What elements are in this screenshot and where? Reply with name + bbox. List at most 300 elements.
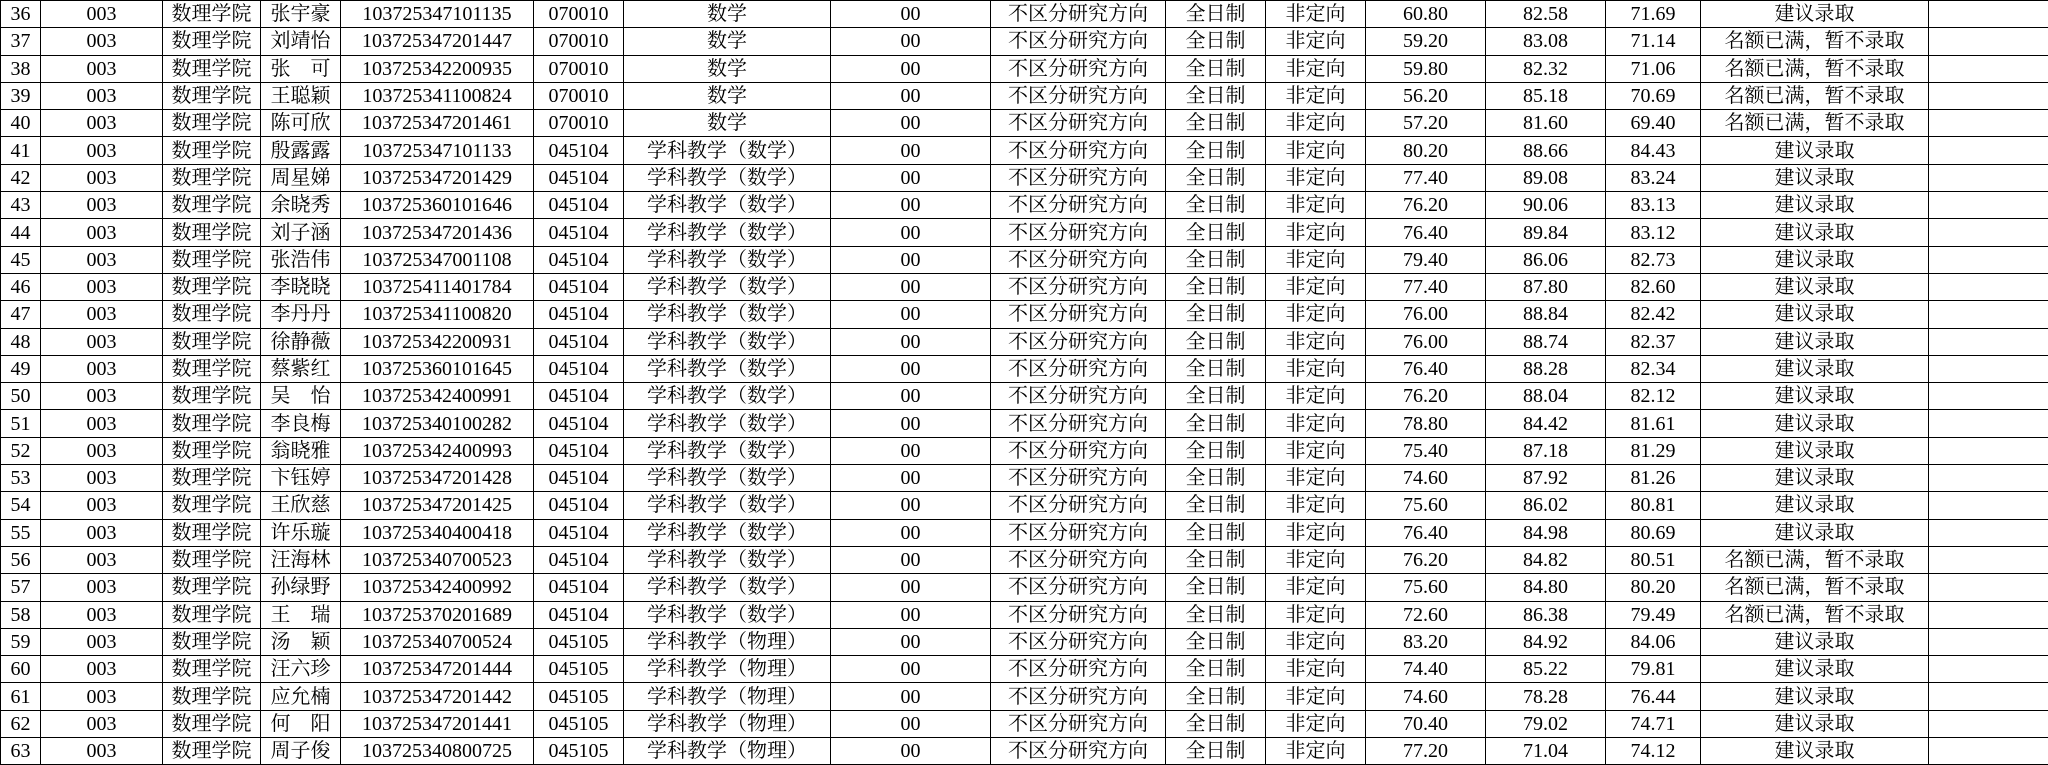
- major-code-cell: 045104: [534, 164, 624, 191]
- empty-cell: [1929, 683, 2048, 710]
- seq-cell: 52: [1, 437, 41, 464]
- major-name-cell: 学科教学（物理）: [624, 628, 831, 655]
- dept-code-cell: 003: [41, 137, 163, 164]
- decision-cell: 建议录取: [1701, 628, 1929, 655]
- seq-cell: 57: [1, 574, 41, 601]
- decision-cell: 建议录取: [1701, 492, 1929, 519]
- study-mode-cell: 全日制: [1166, 328, 1266, 355]
- dept-code-cell: 003: [41, 246, 163, 273]
- dept-code-cell: 003: [41, 355, 163, 382]
- total-score-cell: 74.71: [1606, 710, 1701, 737]
- direction-name-cell: 不区分研究方向: [991, 628, 1166, 655]
- seq-cell: 47: [1, 301, 41, 328]
- study-mode-cell: 全日制: [1166, 110, 1266, 137]
- direction-name-cell: 不区分研究方向: [991, 82, 1166, 109]
- empty-cell: [1929, 574, 2048, 601]
- decision-cell: 建议录取: [1701, 246, 1929, 273]
- dept-name-cell: 数理学院: [163, 28, 261, 55]
- direction-name-cell: 不区分研究方向: [991, 273, 1166, 300]
- major-name-cell: 学科教学（数学）: [624, 519, 831, 546]
- candidate-name-cell: 刘靖怡: [261, 28, 341, 55]
- table-row: [1, 164, 2048, 191]
- empty-cell: [1929, 219, 2048, 246]
- decision-cell: 建议录取: [1701, 465, 1929, 492]
- candidate-name-cell: 王 瑞: [261, 601, 341, 628]
- major-code-cell: 045105: [534, 628, 624, 655]
- major-name-cell: 学科教学（数学）: [624, 546, 831, 573]
- study-mode-cell: 全日制: [1166, 192, 1266, 219]
- dept-name-cell: 数理学院: [163, 656, 261, 683]
- retest-score-cell: 71.04: [1486, 738, 1606, 765]
- decision-cell: 建议录取: [1701, 437, 1929, 464]
- candidate-name-cell: 殷露露: [261, 137, 341, 164]
- total-score-cell: 81.61: [1606, 410, 1701, 437]
- total-score-cell: 71.06: [1606, 55, 1701, 82]
- major-name-cell: 数学: [624, 55, 831, 82]
- major-name-cell: 学科教学（数学）: [624, 383, 831, 410]
- exam-id-cell: 103725347201429: [341, 164, 534, 191]
- major-name-cell: 学科教学（数学）: [624, 137, 831, 164]
- orientation-cell: 非定向: [1266, 437, 1366, 464]
- orientation-cell: 非定向: [1266, 164, 1366, 191]
- dept-name-cell: 数理学院: [163, 601, 261, 628]
- candidate-name-cell: 汪六珍: [261, 656, 341, 683]
- direction-name-cell: 不区分研究方向: [991, 574, 1166, 601]
- study-mode-cell: 全日制: [1166, 492, 1266, 519]
- retest-score-cell: 88.74: [1486, 328, 1606, 355]
- exam-id-cell: 103725347201436: [341, 219, 534, 246]
- decision-cell: 建议录取: [1701, 738, 1929, 765]
- initial-score-cell: 72.60: [1366, 601, 1486, 628]
- direction-name-cell: 不区分研究方向: [991, 137, 1166, 164]
- dept-code-cell: 003: [41, 273, 163, 300]
- initial-score-cell: 76.00: [1366, 328, 1486, 355]
- major-name-cell: 学科教学（物理）: [624, 710, 831, 737]
- candidate-name-cell: 徐静薇: [261, 328, 341, 355]
- exam-id-cell: 103725370201689: [341, 601, 534, 628]
- major-code-cell: 045105: [534, 710, 624, 737]
- initial-score-cell: 70.40: [1366, 710, 1486, 737]
- major-code-cell: 045104: [534, 601, 624, 628]
- study-mode-cell: 全日制: [1166, 574, 1266, 601]
- retest-score-cell: 84.82: [1486, 546, 1606, 573]
- orientation-cell: 非定向: [1266, 519, 1366, 546]
- dept-name-cell: 数理学院: [163, 519, 261, 546]
- empty-cell: [1929, 82, 2048, 109]
- dept-name-cell: 数理学院: [163, 465, 261, 492]
- exam-id-cell: 103725347101135: [341, 1, 534, 28]
- study-mode-cell: 全日制: [1166, 519, 1266, 546]
- seq-cell: 44: [1, 219, 41, 246]
- major-name-cell: 学科教学（数学）: [624, 355, 831, 382]
- exam-id-cell: 103725347201428: [341, 465, 534, 492]
- study-mode-cell: 全日制: [1166, 683, 1266, 710]
- orientation-cell: 非定向: [1266, 301, 1366, 328]
- table-row: [1, 628, 2048, 655]
- orientation-cell: 非定向: [1266, 628, 1366, 655]
- major-code-cell: 070010: [534, 82, 624, 109]
- candidate-name-cell: 陈可欣: [261, 110, 341, 137]
- total-score-cell: 82.42: [1606, 301, 1701, 328]
- direction-name-cell: 不区分研究方向: [991, 55, 1166, 82]
- table-row: [1, 1, 2048, 28]
- exam-id-cell: 103725347201425: [341, 492, 534, 519]
- empty-cell: [1929, 601, 2048, 628]
- dept-name-cell: 数理学院: [163, 437, 261, 464]
- table-row: [1, 219, 2048, 246]
- empty-cell: [1929, 28, 2048, 55]
- major-name-cell: 学科教学（数学）: [624, 273, 831, 300]
- exam-id-cell: 103725342400992: [341, 574, 534, 601]
- direction-name-cell: 不区分研究方向: [991, 383, 1166, 410]
- initial-score-cell: 78.80: [1366, 410, 1486, 437]
- table-row: [1, 710, 2048, 737]
- exam-id-cell: 103725342400993: [341, 437, 534, 464]
- seq-cell: 59: [1, 628, 41, 655]
- orientation-cell: 非定向: [1266, 574, 1366, 601]
- table-row: [1, 465, 2048, 492]
- retest-score-cell: 85.18: [1486, 82, 1606, 109]
- study-mode-cell: 全日制: [1166, 628, 1266, 655]
- seq-cell: 49: [1, 355, 41, 382]
- total-score-cell: 80.51: [1606, 546, 1701, 573]
- table-row: [1, 301, 2048, 328]
- decision-cell: 建议录取: [1701, 355, 1929, 382]
- major-name-cell: 学科教学（数学）: [624, 246, 831, 273]
- dept-code-cell: 003: [41, 383, 163, 410]
- initial-score-cell: 56.20: [1366, 82, 1486, 109]
- empty-cell: [1929, 410, 2048, 437]
- orientation-cell: 非定向: [1266, 710, 1366, 737]
- major-name-cell: 学科教学（数学）: [624, 410, 831, 437]
- study-mode-cell: 全日制: [1166, 246, 1266, 273]
- major-code-cell: 045104: [534, 301, 624, 328]
- study-mode-cell: 全日制: [1166, 301, 1266, 328]
- total-score-cell: 82.34: [1606, 355, 1701, 382]
- seq-cell: 46: [1, 273, 41, 300]
- major-code-cell: 045104: [534, 246, 624, 273]
- candidate-name-cell: 吴 怡: [261, 383, 341, 410]
- dept-code-cell: 003: [41, 546, 163, 573]
- candidate-name-cell: 蔡紫红: [261, 355, 341, 382]
- total-score-cell: 80.20: [1606, 574, 1701, 601]
- seq-cell: 53: [1, 465, 41, 492]
- exam-id-cell: 103725360101645: [341, 355, 534, 382]
- empty-cell: [1929, 465, 2048, 492]
- dept-code-cell: 003: [41, 164, 163, 191]
- total-score-cell: 81.29: [1606, 437, 1701, 464]
- initial-score-cell: 60.80: [1366, 1, 1486, 28]
- major-code-cell: 070010: [534, 110, 624, 137]
- orientation-cell: 非定向: [1266, 601, 1366, 628]
- direction-name-cell: 不区分研究方向: [991, 519, 1166, 546]
- empty-cell: [1929, 519, 2048, 546]
- total-score-cell: 84.43: [1606, 137, 1701, 164]
- orientation-cell: 非定向: [1266, 738, 1366, 765]
- major-code-cell: 045104: [534, 192, 624, 219]
- dept-code-cell: 003: [41, 301, 163, 328]
- dept-name-cell: 数理学院: [163, 328, 261, 355]
- table-row: [1, 55, 2048, 82]
- exam-id-cell: 103725347001108: [341, 246, 534, 273]
- direction-code-cell: 00: [831, 656, 991, 683]
- total-score-cell: 69.40: [1606, 110, 1701, 137]
- study-mode-cell: 全日制: [1166, 738, 1266, 765]
- major-code-cell: 045104: [534, 328, 624, 355]
- study-mode-cell: 全日制: [1166, 1, 1266, 28]
- candidate-name-cell: 翁晓雅: [261, 437, 341, 464]
- total-score-cell: 81.26: [1606, 465, 1701, 492]
- empty-cell: [1929, 55, 2048, 82]
- major-name-cell: 学科教学（数学）: [624, 601, 831, 628]
- retest-score-cell: 82.58: [1486, 1, 1606, 28]
- candidate-name-cell: 许乐璇: [261, 519, 341, 546]
- dept-code-cell: 003: [41, 710, 163, 737]
- seq-cell: 43: [1, 192, 41, 219]
- exam-id-cell: 103725347201461: [341, 110, 534, 137]
- retest-score-cell: 88.28: [1486, 355, 1606, 382]
- exam-id-cell: 103725347201442: [341, 683, 534, 710]
- direction-name-cell: 不区分研究方向: [991, 410, 1166, 437]
- decision-cell: 建议录取: [1701, 328, 1929, 355]
- direction-code-cell: 00: [831, 519, 991, 546]
- dept-name-cell: 数理学院: [163, 55, 261, 82]
- study-mode-cell: 全日制: [1166, 28, 1266, 55]
- dept-code-cell: 003: [41, 628, 163, 655]
- orientation-cell: 非定向: [1266, 465, 1366, 492]
- direction-code-cell: 00: [831, 55, 991, 82]
- total-score-cell: 83.13: [1606, 192, 1701, 219]
- major-code-cell: 045104: [534, 410, 624, 437]
- empty-cell: [1929, 164, 2048, 191]
- empty-cell: [1929, 546, 2048, 573]
- dept-name-cell: 数理学院: [163, 137, 261, 164]
- direction-code-cell: 00: [831, 273, 991, 300]
- table-row: [1, 110, 2048, 137]
- direction-name-cell: 不区分研究方向: [991, 164, 1166, 191]
- retest-score-cell: 84.92: [1486, 628, 1606, 655]
- decision-cell: 建议录取: [1701, 683, 1929, 710]
- seq-cell: 61: [1, 683, 41, 710]
- direction-code-cell: 00: [831, 601, 991, 628]
- candidate-name-cell: 张 可: [261, 55, 341, 82]
- orientation-cell: 非定向: [1266, 1, 1366, 28]
- decision-cell: 建议录取: [1701, 273, 1929, 300]
- total-score-cell: 79.49: [1606, 601, 1701, 628]
- total-score-cell: 82.73: [1606, 246, 1701, 273]
- study-mode-cell: 全日制: [1166, 164, 1266, 191]
- retest-score-cell: 88.04: [1486, 383, 1606, 410]
- direction-code-cell: 00: [831, 465, 991, 492]
- decision-cell: 建议录取: [1701, 192, 1929, 219]
- retest-score-cell: 86.02: [1486, 492, 1606, 519]
- initial-score-cell: 76.00: [1366, 301, 1486, 328]
- major-name-cell: 学科教学（数学）: [624, 164, 831, 191]
- direction-name-cell: 不区分研究方向: [991, 710, 1166, 737]
- major-name-cell: 学科教学（数学）: [624, 192, 831, 219]
- dept-code-cell: 003: [41, 437, 163, 464]
- major-code-cell: 045104: [534, 519, 624, 546]
- direction-code-cell: 00: [831, 546, 991, 573]
- table-row: [1, 601, 2048, 628]
- seq-cell: 56: [1, 546, 41, 573]
- candidate-name-cell: 张浩伟: [261, 246, 341, 273]
- empty-cell: [1929, 273, 2048, 300]
- retest-score-cell: 81.60: [1486, 110, 1606, 137]
- direction-code-cell: 00: [831, 710, 991, 737]
- study-mode-cell: 全日制: [1166, 601, 1266, 628]
- study-mode-cell: 全日制: [1166, 82, 1266, 109]
- initial-score-cell: 74.60: [1366, 465, 1486, 492]
- major-code-cell: 045104: [534, 437, 624, 464]
- empty-cell: [1929, 656, 2048, 683]
- orientation-cell: 非定向: [1266, 492, 1366, 519]
- table-row: [1, 192, 2048, 219]
- table-row: [1, 383, 2048, 410]
- orientation-cell: 非定向: [1266, 219, 1366, 246]
- direction-code-cell: 00: [831, 110, 991, 137]
- total-score-cell: 70.69: [1606, 82, 1701, 109]
- retest-score-cell: 88.66: [1486, 137, 1606, 164]
- direction-name-cell: 不区分研究方向: [991, 246, 1166, 273]
- dept-name-cell: 数理学院: [163, 301, 261, 328]
- retest-score-cell: 82.32: [1486, 55, 1606, 82]
- dept-code-cell: 003: [41, 574, 163, 601]
- major-code-cell: 045104: [534, 383, 624, 410]
- table-row: [1, 137, 2048, 164]
- orientation-cell: 非定向: [1266, 683, 1366, 710]
- direction-name-cell: 不区分研究方向: [991, 437, 1166, 464]
- exam-id-cell: 103725341100820: [341, 301, 534, 328]
- major-name-cell: 学科教学（物理）: [624, 683, 831, 710]
- study-mode-cell: 全日制: [1166, 465, 1266, 492]
- retest-score-cell: 79.02: [1486, 710, 1606, 737]
- candidate-name-cell: 卞钰婷: [261, 465, 341, 492]
- dept-name-cell: 数理学院: [163, 355, 261, 382]
- total-score-cell: 71.14: [1606, 28, 1701, 55]
- retest-score-cell: 84.42: [1486, 410, 1606, 437]
- candidate-name-cell: 应允楠: [261, 683, 341, 710]
- dept-code-cell: 003: [41, 738, 163, 765]
- table-row: [1, 328, 2048, 355]
- exam-id-cell: 103725347201447: [341, 28, 534, 55]
- direction-code-cell: 00: [831, 683, 991, 710]
- total-score-cell: 74.12: [1606, 738, 1701, 765]
- exam-id-cell: 103725411401784: [341, 273, 534, 300]
- retest-score-cell: 84.80: [1486, 574, 1606, 601]
- direction-code-cell: 00: [831, 246, 991, 273]
- direction-name-cell: 不区分研究方向: [991, 546, 1166, 573]
- dept-name-cell: 数理学院: [163, 383, 261, 410]
- dept-code-cell: 003: [41, 519, 163, 546]
- direction-name-cell: 不区分研究方向: [991, 328, 1166, 355]
- seq-cell: 41: [1, 137, 41, 164]
- dept-code-cell: 003: [41, 656, 163, 683]
- total-score-cell: 82.37: [1606, 328, 1701, 355]
- empty-cell: [1929, 355, 2048, 382]
- decision-cell: 建议录取: [1701, 301, 1929, 328]
- dept-code-cell: 003: [41, 492, 163, 519]
- retest-score-cell: 87.80: [1486, 273, 1606, 300]
- orientation-cell: 非定向: [1266, 410, 1366, 437]
- orientation-cell: 非定向: [1266, 192, 1366, 219]
- direction-name-cell: 不区分研究方向: [991, 601, 1166, 628]
- seq-cell: 50: [1, 383, 41, 410]
- dept-name-cell: 数理学院: [163, 628, 261, 655]
- major-name-cell: 学科教学（数学）: [624, 328, 831, 355]
- total-score-cell: 76.44: [1606, 683, 1701, 710]
- decision-cell: 建议录取: [1701, 137, 1929, 164]
- major-code-cell: 045104: [534, 546, 624, 573]
- candidate-name-cell: 汪海林: [261, 546, 341, 573]
- major-name-cell: 学科教学（数学）: [624, 465, 831, 492]
- empty-cell: [1929, 710, 2048, 737]
- initial-score-cell: 76.20: [1366, 192, 1486, 219]
- direction-name-cell: 不区分研究方向: [991, 301, 1166, 328]
- retest-score-cell: 83.08: [1486, 28, 1606, 55]
- table-row: [1, 519, 2048, 546]
- initial-score-cell: 76.40: [1366, 355, 1486, 382]
- orientation-cell: 非定向: [1266, 656, 1366, 683]
- major-name-cell: 学科教学（数学）: [624, 301, 831, 328]
- direction-code-cell: 00: [831, 437, 991, 464]
- decision-cell: 名额已满，暂不录取: [1701, 574, 1929, 601]
- candidate-name-cell: 汤 颖: [261, 628, 341, 655]
- direction-code-cell: 00: [831, 28, 991, 55]
- table-row: [1, 28, 2048, 55]
- total-score-cell: 82.60: [1606, 273, 1701, 300]
- decision-cell: 建议录取: [1701, 383, 1929, 410]
- orientation-cell: 非定向: [1266, 273, 1366, 300]
- decision-cell: 名额已满，暂不录取: [1701, 55, 1929, 82]
- seq-cell: 37: [1, 28, 41, 55]
- direction-code-cell: 00: [831, 1, 991, 28]
- orientation-cell: 非定向: [1266, 28, 1366, 55]
- decision-cell: 建议录取: [1701, 710, 1929, 737]
- major-code-cell: 045104: [534, 492, 624, 519]
- empty-cell: [1929, 110, 2048, 137]
- seq-cell: 48: [1, 328, 41, 355]
- retest-score-cell: 86.06: [1486, 246, 1606, 273]
- dept-code-cell: 003: [41, 328, 163, 355]
- initial-score-cell: 75.60: [1366, 492, 1486, 519]
- exam-id-cell: 103725347201444: [341, 656, 534, 683]
- dept-name-cell: 数理学院: [163, 574, 261, 601]
- retest-score-cell: 87.18: [1486, 437, 1606, 464]
- candidate-name-cell: 李晓晓: [261, 273, 341, 300]
- study-mode-cell: 全日制: [1166, 410, 1266, 437]
- exam-id-cell: 103725340700523: [341, 546, 534, 573]
- exam-id-cell: 103725360101646: [341, 192, 534, 219]
- empty-cell: [1929, 192, 2048, 219]
- direction-code-cell: 00: [831, 383, 991, 410]
- decision-cell: 名额已满，暂不录取: [1701, 28, 1929, 55]
- direction-name-cell: 不区分研究方向: [991, 28, 1166, 55]
- major-code-cell: 045104: [534, 137, 624, 164]
- table-row: [1, 492, 2048, 519]
- decision-cell: 名额已满，暂不录取: [1701, 546, 1929, 573]
- decision-cell: 名额已满，暂不录取: [1701, 601, 1929, 628]
- study-mode-cell: 全日制: [1166, 137, 1266, 164]
- exam-id-cell: 103725342200935: [341, 55, 534, 82]
- dept-code-cell: 003: [41, 192, 163, 219]
- dept-code-cell: 003: [41, 601, 163, 628]
- study-mode-cell: 全日制: [1166, 656, 1266, 683]
- study-mode-cell: 全日制: [1166, 546, 1266, 573]
- exam-id-cell: 103725340800725: [341, 738, 534, 765]
- major-name-cell: 数学: [624, 1, 831, 28]
- exam-id-cell: 103725342200931: [341, 328, 534, 355]
